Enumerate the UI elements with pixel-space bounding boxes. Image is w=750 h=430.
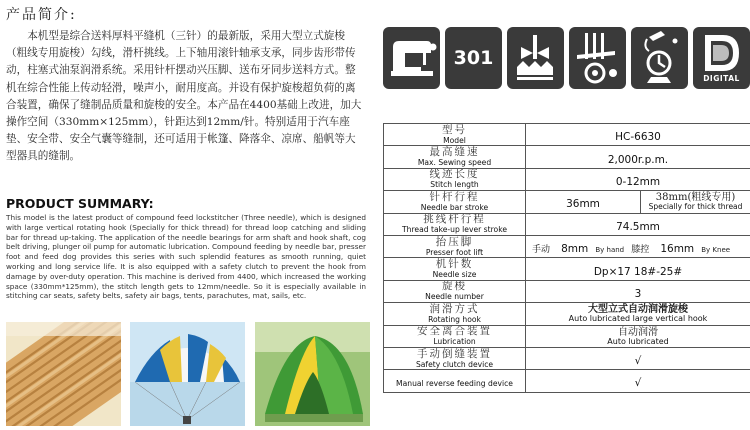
bamboo-mat-photo (6, 322, 121, 426)
cn-description: 本机型是综合送料厚料平缝机（三针）的最新版，采用大型立式旋梭（粗线专用旋梭）勾线，滑杆挑线。上下轴用滚针轴承支承，同步齿形带传动，柱塞式油泵润滑系统。采用针杆摆动兴压脚、送布牙同步送料方式。整机在综合性能上传动轻滑，噪声小，耐用度高。并设有保护旋梭超负荷的离合装置，确保了缝制品质量和旋梭的安全。本产品在4400基础上改进，加大操作空间（330mm×125mm），针距达到12mm/针。特别适用于汽车座垫、安全带、安全气囊等缝制，还可适用于帐篷、降落伞、凉席、船帆等大型器具的缝制。 (6, 30, 362, 163)
tent-photo (255, 322, 370, 426)
model-301-text: 301 (453, 47, 494, 69)
sewing-machine-icon (383, 27, 440, 89)
lubrication-icon (631, 27, 688, 89)
stitch-length-value: 0-12mm (615, 175, 661, 188)
table-row: 挑线杆行程 Thread take-up lever stroke 74.5mm (384, 213, 750, 235)
spec-table (383, 123, 750, 393)
digital-icon (693, 27, 750, 89)
compound-feed-icon (507, 27, 564, 89)
table-row: 手动倒缝装置 Safety clutch device √ (384, 347, 750, 369)
left-column (0, 0, 372, 430)
table-row: 机针数 Needle size Dp×17 18#-25# (384, 258, 750, 280)
table-row: 最高缝速 Max. Sewing speed 2,000r.p.m. (384, 146, 750, 168)
table-row: 线迹长度 Stitch length 0-12mm (384, 168, 750, 190)
safety-clutch-check: √ (634, 355, 642, 368)
table-row: 旋梭 Needle number 3 (384, 280, 750, 302)
table-row: Manual reverse feeding device √ (384, 370, 750, 392)
table-row: 安全离合装置 Lubrication 自动润滑 Auto lubricated (384, 325, 750, 347)
needle-bar-stroke-value: 36mm (566, 198, 600, 211)
model-301-icon (445, 27, 502, 89)
table-row: 抬压脚 Presser foot lift 手动 8mm By hand 膝控 16mm By Knee (384, 235, 750, 257)
table-row: 针杆行程 Needle bar stroke 36mm 38mm(粗线专用) Specially for thick thread (384, 191, 750, 213)
digital-icon-label: DIGITAL (703, 74, 740, 83)
application-photos (6, 322, 370, 426)
feature-icons (383, 27, 750, 89)
needle-number-value: 3 (634, 287, 642, 300)
rotating-hook-icon (569, 27, 626, 89)
needle-size-value: Dp×17 18#-25# (593, 265, 683, 278)
en-section-title: PRODUCT SUMMARY: (6, 196, 154, 211)
thread-take-up-value: 74.5mm (616, 220, 660, 233)
en-description: This model is the latest product of compound feed lockstitcher (Three needle), which is designed with large vertical rotating hook (Specially for thick thread) for thread loop catching and sliding bar for thread up-taking. The application of the needle bearings for arm shaft and hook shaft, cog belt driving, plunger oil pump for automatic lubrication. Compound feeding by needle bar, presser foot and feed dog provides this series with such splendid features as smooth running, quiet working and long service life. It is also equipped with a safety clutch to prevent the hook from damage by over-duty operation. This machine is derived from 4400, which increased the working space (330mm*125mm), the stitch length gets to 12mm/needle. So it is especially available in stitching car seats, safety belts, safety air bags, tents, parachutes, mat, sails, etc. (6, 213, 366, 301)
table-row: 型号 Model HC-6630 (384, 124, 750, 146)
right-column (383, 0, 750, 430)
parachute-photo (130, 322, 245, 426)
model-value: HC-6630 (615, 131, 661, 144)
max-speed-value: 2,000r.p.m. (607, 153, 669, 166)
cn-section-title: 产品简介: (6, 7, 77, 23)
table-row: 润滑方式 Rotating hook 大型立式自动润滑旋梭 Auto lubricated large vertical hook (384, 303, 750, 325)
reverse-feeding-check: √ (634, 377, 642, 390)
